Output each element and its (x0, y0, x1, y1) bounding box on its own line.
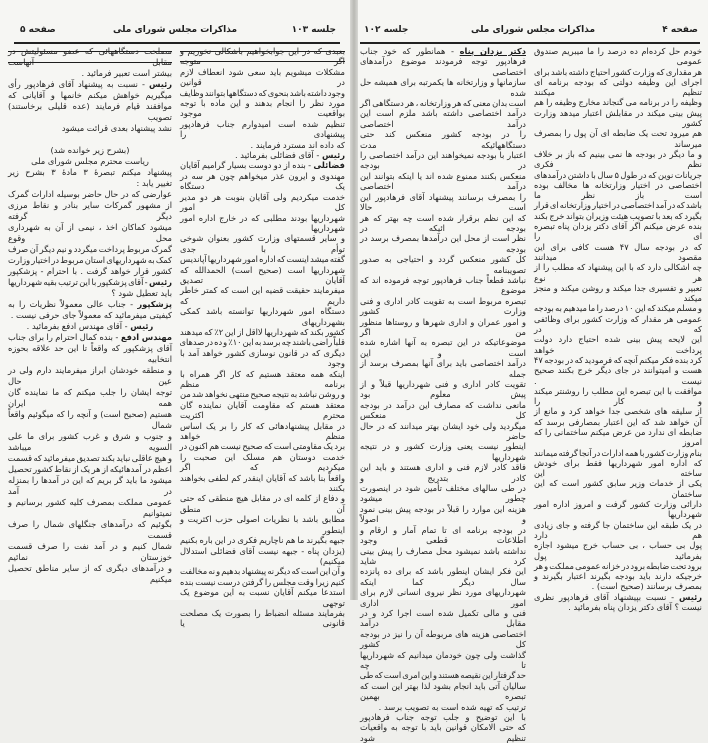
text-line: جریانات نوین که در طول ۵ سال با داشتن درآمدهای (534, 169, 702, 180)
speaker-line (8, 332, 172, 343)
text-line: هزینه این موارد را قبلاً در بودجه پیش بینی نمود و اصولاً (360, 503, 526, 525)
text-line: مصلحت دستگاههائی که عضو مسئولیتش در مقابل آنهاست (8, 46, 172, 67)
text-line: بگیرد که بعد با تصویب هیئت وزیران بتواند خرج بکند (534, 210, 702, 221)
text-line: و درآمدهای دیگری که از سایر مناطق تحصیل میکنیم (8, 563, 172, 584)
text-line: پیشنهاد میکنم تبصرهٔ ۳ مادهٔ ۳ بشرح زیر (8, 167, 172, 177)
running-title: مذاکرات مجلس شورای ملی (112, 25, 238, 35)
text-line: بنام وزارت کشور با همه ادارات در آنجا گرفته میمانند (534, 447, 702, 458)
text-line: اینکه همه معتقد هستیم که کار اگر همراه با برنامه منظم (180, 368, 345, 389)
text-line: و روشن نباشد به نتیجه صحیح منتهی نخواهد شد من (180, 389, 345, 400)
text-line: خدمت میکردیم ولی آقایان بنوبت هر دو مدیر کل امور (180, 191, 345, 213)
text-line: نداشته باشد نمیشود محل مصارف را پیش بینی کرد شاید (360, 545, 526, 566)
header-rule (14, 42, 340, 44)
text-line: منعکس بکنند ممنوع شده اند یا اینکه بتوانند این درآمد اختصاصی (360, 170, 526, 192)
text-line: قلباً راضی باشند چه برسد به این ۱۰٪ و ده در صدهای (179, 337, 345, 348)
speaker-name: پزشکپور (137, 299, 172, 309)
page-number: صفحه ۴ (662, 25, 698, 35)
text-column-left (360, 46, 526, 743)
text-line: شهرداریهای مورد نظر نیروی انسانی لازم برای امور اداری (360, 587, 526, 608)
text-line: حد گرفتار این نقیصه هستند و این امری است که طی (359, 670, 526, 681)
text-line: نباشد قطعاً جناب فرهادپور توجه فرموده اند که موضوع (360, 274, 526, 296)
text-line: فرهادپور توجه فرمودند موضوع درآمدهای اختصاصی (360, 56, 526, 77)
text-line: باشد که در آمد اختصاصی در اختیار وزارتخانه ای قرار (534, 200, 702, 211)
text-line: کنیم زیرا وقت مجلس را گرفتن درست نیست بنده (180, 576, 345, 587)
text-line: اعتبار با بودجه نمیخواهند این درآمد اختصاصی را در بودجه (360, 150, 526, 171)
text-line: بعبدی که در این جوابخواهیم باشکالی نخوریم و اگر متوجه (180, 46, 345, 67)
text-line: کیفیتی میفرمائید که معمولاً جای حرفی نیست . (10, 310, 172, 320)
text-line: مهندوی و ایرون عذر میخواهم چون هر سه در یک دستگاه (180, 170, 345, 192)
text-line: خرجیکه دارند باید بودجه بگیرند اعتبار بگیرند و (534, 571, 702, 582)
speaker-name: رئیس (148, 79, 172, 89)
text-line: تنظیم شده است امیدوارم جناب فرهادپور پیشنهادی را (180, 118, 345, 140)
text-line: وجود داشته باشد بنحوی که دستگاهها بتوانند وظایف (179, 87, 345, 98)
text-line: اینطور نیست یعنی وزارت کشور و در نتیجه شهرداریها (360, 441, 526, 462)
text-line: و دفاع از کلمه ای در مقابل هیچ منطقی که حتی آن منطق (180, 493, 345, 514)
speaker-name: دکتر یزدان پناه (459, 46, 526, 56)
text-line: و ما دیگر در بودجه ها نمی بینیم که باز بر خلاف نظم فکری (534, 148, 702, 170)
book-gutter (350, 0, 358, 600)
text-line: توجه ایشان را جلب میکنم که ما نماینده گان همه ایران (8, 387, 172, 408)
text-line: مطابق باشد با نظریات اصولی حزب اکثریت و اینطور (180, 514, 345, 535)
speaker-name: رئیس (321, 150, 345, 161)
text-line: موافقند قیام فرمایند (عده قلیلی برخاستند) تصویب (8, 101, 172, 122)
text-line: این لایحه پیش بینی شده احتیاج دارد دولت پرداخت خواهد (534, 334, 702, 355)
speaker-line (8, 321, 172, 332)
text-line: بیشتر است تعبیر فرمائید . (81, 68, 172, 78)
text-line: اعظم در آمدهائیکه از هر یک از نقاط کشور تحصیل (8, 464, 172, 474)
text-line: موافقت با این تبصره این مطلب را روشنتر میکند و کار را (534, 385, 702, 407)
text-line: که داده اند مسترد فرمایند . (250, 139, 345, 150)
text-line: جبهه بگیرند ما هم ناچاریم فکری در این باره بکنیم (180, 535, 345, 546)
text-line: گمرک مربوط پرداخت میگردد و نیم دیگر آن صرف (8, 244, 172, 254)
text-line: است بدان معنی که هر وزارتخانه ، هر دستگاهی اگر (360, 98, 526, 109)
text-line: هم میرود تحت یک ضابطه ای آن پول را بمصرف میرساند (534, 128, 702, 149)
speech-text: - همانطور که خود جناب (360, 46, 460, 56)
text-line: عمومی هر مقدار که وزارت کشور برای وظائفی که در (534, 313, 702, 335)
text-line: کرد بنده فکر میکنم آنچه که فرمودید که در بودجه ۴۷ (533, 354, 702, 365)
speaker-line (180, 160, 345, 170)
text-line: در طی سالهای مختلف تأمین شود در اینصورت چطور میشود (360, 483, 526, 504)
text-column-right (534, 46, 702, 612)
text-line: نشد پیشنهاد بعدی قرائت میشود (61, 123, 172, 133)
text-line: پول بی حساب ، بی حساب خرج میشود اجازه بفرمائید پول (534, 540, 702, 561)
speaker-line (534, 592, 702, 602)
text-line: بگوئیم که درآمدهای جنگلهای شمال را صرف قسمت (8, 519, 172, 540)
text-line: و منطقه خودشان ابراز میفرمایند دارم ولی در عین حال (8, 365, 172, 386)
text-column-right (180, 46, 345, 629)
session-number: جلسه ۱۰۳ (291, 25, 336, 35)
text-line: اجرای این وظیفه دولتی که بودجه برنامه ای تنظیم میکنند (534, 76, 702, 98)
text-line: واقعاً بنا باشد که آقایان اینقدر کم لطفی بخواهند بکنند (180, 472, 345, 494)
text-line: یکی از خدمات وزیر سابق کشور است که این ساختمان (534, 478, 702, 499)
text-line: سازمانها و وزارتخانه ها یکمرتبه برای همیشه حل شده (360, 77, 526, 98)
text-line: و آن این است که دیگر نه پیشنهاد بدهیم و نه مخالفت (180, 566, 345, 577)
text-line: تبصره مربوط است به تقویت کادر اداری و فنی وزارت کشور (360, 295, 526, 317)
text-line: بنده عرض میکنم اگر آقای دکتر یزدان پناه تبصره ای را (534, 221, 702, 242)
speaker-line (8, 299, 172, 310)
text-line: فاقد کادر لازم فنی و اداری هستند و باید این کادر بتدریج و (360, 462, 526, 483)
text-line: در یک طبقه این ساختمان جا گرفته و جای زیادی هم دارد (534, 519, 702, 540)
text-line: را بمصرف برسانند پیشنهاد آقای فرهادپور این است حالا (360, 191, 526, 213)
text-line: باید تعطیل شود ؟ (111, 288, 172, 298)
speech-text: - آقای مهندس ادفع بفرمائید . (26, 321, 131, 331)
speaker-line (180, 150, 345, 160)
speech-text: - نسبت به پیشنهاد آقای فرهادپور رأی (8, 79, 149, 89)
text-line: میشود کماکان اخذ ، نیمی از آن به شهرداری محل وقوع (8, 222, 172, 243)
text-line: از سلیقه های شخصی جدا خواهد کرد و مانع از (534, 406, 702, 417)
text-line: استدعا میکنم آقایان نسبت به این موضوع یک توجهی (180, 587, 345, 608)
text-line: میگردید ولی خود ایشان بهتر میدانند که در حال حاضر (360, 420, 526, 442)
text-line: گفته میشد اینست که اداره امور شهرداریها آپاندیس (180, 254, 345, 265)
text-line: میشود ما باید گر بریم که این در آمدها را بمنزله در آمد (8, 475, 172, 496)
text-line: کشور قرار خواهد گرفت . با احترام - پزشکپور (8, 266, 172, 276)
text-line: هستیم (صحیح است) و آنچه را که میگوئیم واقعاً شمال (8, 409, 172, 430)
text-line: شهرداریها است (صحیح است) الحمدالله که آقایان تصدیق (180, 264, 345, 285)
session-number: جلسه ۱۰۲ (364, 25, 409, 35)
text-line: فنی و مالی تکمیل شده است اجرا کرد و در مقابل درآمد (360, 607, 526, 629)
text-line: کشور بکند که شهرداریها لااقل از این ۲٪ که میدهند (180, 326, 345, 337)
text-line: بمصرف برسانند (صحیح است) . (591, 581, 702, 592)
text-line: درآمد اختصاصی باید برای آنها بمصرف برسد از جمله (360, 358, 526, 379)
text-line: تغییر یابد : (136, 178, 172, 188)
text-line: ترتیب که تهیه شده است به تصویب برسد . (378, 701, 526, 712)
text-line: که این نظم برقرار شده است چه بهتر که هر بودجه ائیکه در (360, 212, 526, 233)
speaker-line (8, 79, 172, 90)
text-line: برد یک مقاومتی است که صحیح نیست هم اکنون در (179, 441, 345, 452)
speaker-name: رئیس (130, 321, 154, 331)
speaker-name: رئیس (678, 591, 702, 602)
text-line: با این توضیح و جلب توجه جناب فرهادپور (360, 712, 526, 722)
text-line: مشکلات میشویم باید سعی شود انعطاف لازم در قوانین (180, 66, 345, 88)
text-line: سالیان آتی باید انجام بشود لذا بهتر این است که تبصره بهمین (360, 680, 526, 702)
speech-text: - آقای فضائلی بفرمائید . (234, 150, 322, 161)
text-line: کمک به شهرداریهای استان مربوط در اختیار وزارت (8, 255, 172, 265)
text-line: (یزدان پناه - جبهه نیست آقای فضائلی استدلال میکنیم) (180, 545, 345, 566)
text-line: درآمد اختصاصی داشته باشد ملزم است این درآمد اختصاصی (360, 108, 526, 129)
text-line: پیش بینی میکند در مقابلش اعتبار میدهد وزارت کشور (534, 107, 702, 129)
text-line: مورد نظر را انجام بدهند و این ماده با توجه بواقعیت موجود (180, 98, 345, 119)
text-line: ریاست محترم مجلس شورای ملی (31, 156, 149, 166)
text-line: در مقابل پیشنهادهائی که کار را بر یک اساس منظم خواهد (180, 420, 345, 442)
text-line: موضوعاتیکه در این تبصره به آنها اشاره شده است و این (360, 337, 526, 358)
text-column-left (8, 46, 172, 585)
speaker-line (360, 46, 526, 56)
speech-text: - آقای پزشکپور با این ترتیب بقیه شهرداریها (8, 277, 149, 287)
text-line: نیست ؟ آقای دکتر یزدان پناه بفرمائید . (568, 602, 702, 613)
text-line: وظیفه را در برنامه می گنجاند مخارج وظیفه را هم (534, 97, 702, 108)
speaker-name: فضائلی (313, 160, 345, 171)
text-line: بفرمایند مسئله انضباط را بصورت یک مصلحت قانونی یا (180, 607, 345, 629)
text-line: در بودجه برنامه ای تا تمام آمار و ارقام و اطلاعات قطعی وجود (360, 524, 526, 546)
text-line: شهرداریها بودند مطلبی که در خارج اداره امور شهرداریها (180, 212, 345, 233)
text-line: آن خواهد شد که این اعتبار بمصارفی برسد که (534, 416, 702, 427)
text-line: و سایر قسمتهای وزارت کشور بعنوان شوخی توأم با جدی (180, 233, 345, 254)
text-line: آقای پزشکپور که واقعاً تا این حد علاقه بحوزه انتخابیه (8, 343, 172, 364)
text-line: چه اشکالی دارد که با این پیشنهاد که مطلب را از هر نوع (534, 262, 702, 283)
page-number: صفحه ۵ (20, 25, 56, 35)
text-line: که حتی الامکان قوانین باید با توجه به واقعیات تنظیم شود (360, 722, 526, 743)
text-line: اختصاصی هزینه های مربوطه آن را نیز در بودجه کل کشور (360, 628, 526, 650)
speech-text: - بنده از دو دوست بسیار گرامیم آقایان (180, 160, 314, 171)
text-line: میفرمایند حقیقت قضیه این است که کمتر خاطر داریم که (180, 285, 345, 306)
text-line: و جنوب و شرق و غرب کشور برای ما علی السویه میباشد (8, 431, 172, 452)
speaker-line (8, 277, 172, 288)
text-line: دستگاه امور شهرداریها توانسته باشد کمکی بشهرداریهای (180, 306, 345, 327)
speaker-name: مهندس ادفع (120, 332, 172, 342)
text-line: میگیریم خواهش میکنم خانمها و آقایانی که (8, 90, 172, 100)
text-line: (بشرح زیر خوانده شد) (50, 145, 130, 155)
text-line: را در بودجه کشور منعکس کند حتی دستگاههائیکه مدت (360, 129, 526, 150)
speech-text: - نسبت بپیشنهاد آقای فرهادپور نظری (534, 591, 679, 602)
text-line: برود تحت ضابطه برود در خزانه عمومی مملکت و هر (534, 560, 702, 571)
text-line: هر مقداری که وزارت کشور احتیاج داشته باشد برای (534, 66, 702, 77)
text-line (8, 134, 172, 145)
text-line: دارائی وزارت کشور گرفت و امروز اداره امور شهرداریها (534, 499, 702, 520)
text-line: تعبیر و تفسیری جدا میکند و روشن میکند و منجز میکند (534, 282, 702, 304)
text-line: شمال کنیم و در آمد نفت را صرف قسمت خوزستان نمائیم (8, 541, 172, 562)
text-line: مانعی نداشت که مصارف این درآمد در بودجه کل منعکس (360, 399, 526, 421)
speech-text: - جناب عالی معمولاً نظریات را به (8, 299, 138, 309)
text-line: معتقد هستم که مقاومت آقایان نماینده گان محترم اکثریت (180, 399, 345, 421)
text-line: کل کشور منعکس گردد و احتیاجی به صدور تصویبنامه (360, 254, 526, 275)
text-line: عمومی مملکت بمصرف کلیه کشور برسانیم و نمیتوانیم (8, 497, 172, 518)
text-line: و مسلم میکند که این ۱۰ درصد را ما میدهیم به بودجه (534, 303, 702, 314)
text-line: خدمت دوستان هم مسلک این صحبت را میکردیم که اگر (180, 451, 345, 473)
text-line: از مشهور گمرکات سایر بنادر و نقاط مرزی دیگر گرفته (8, 200, 172, 221)
text-line: اختصاصی در اختیار وزارتخانه ها مخالف بوده است باز نظر ما (534, 179, 702, 201)
left-page (0, 0, 350, 629)
text-line: خودم حل کرده‌ام ده درصد را ما میبریم صندوق عمومی (534, 46, 702, 67)
text-line: گذاشت ولی چون خودمان میدانیم که شهرداریها تا چه (360, 649, 526, 670)
running-title: مذاکرات مجلس شورای ملی (470, 25, 596, 35)
speaker-name: رئیس (148, 277, 172, 287)
right-page (358, 0, 708, 743)
text-line: ضابطه ای ندارد من عرض میکنم ساختمانی را که امروز (534, 426, 702, 448)
text-line: این فکر ایشان اینطور باشد که برای ده پانزده سال دیگر کما اینکه (360, 566, 526, 587)
text-line: و امور عمران و اداری شهرها و روستاها منظور من اگر (360, 316, 526, 337)
text-line: که اداره امور شهرداریها فقط برای خودش ساخته این (534, 457, 702, 479)
text-line: تقویت کادر اداری و فنی شهرداریها قبلاً و از پیش معلوم بود (360, 379, 526, 400)
text-line: دیگری که در قانون نوسازی کشور خواهد آمد با وجود (180, 347, 345, 369)
text-line: عوارضی که در حال حاضر بوسیله ادارات گمرک (8, 189, 172, 199)
text-line: هست و امیتوانند در جای دیگر خرج بکنند صحیح نیست . (534, 365, 702, 386)
header-rule (360, 42, 700, 44)
text-line: و هیچ عاقلی نباید بکند تصدیق میفرمائید که قسمت (7, 453, 172, 463)
text-line: نظر است از محل این درآمدها بمصرف برسد در بودجه (360, 233, 526, 254)
text-line: که در بودجه سال ۴۷ هست کافی برای این مقصود میدانند (534, 241, 702, 262)
speech-text: - بنده کمال احترام را برای جناب (8, 332, 121, 342)
